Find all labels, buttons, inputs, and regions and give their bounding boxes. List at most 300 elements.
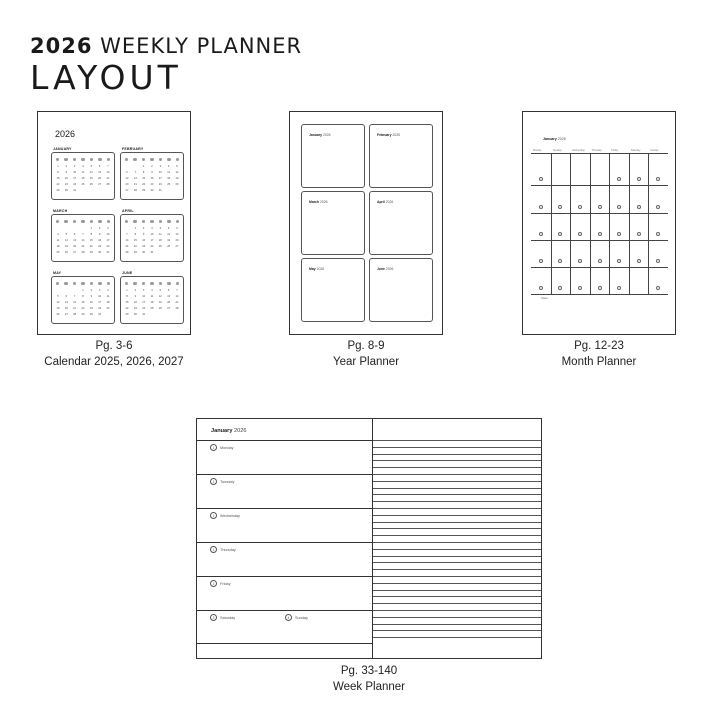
calendar-day-cell: 26 (175, 183, 179, 186)
week-planner-day-divider (197, 576, 372, 577)
calendar-week-row (56, 251, 110, 255)
week-planner-date-circle: 3 (210, 614, 217, 621)
calendar-day-cell: 12 (167, 233, 171, 236)
calendar-day-cell: 30 (142, 251, 146, 254)
week-planner-note-line (373, 562, 542, 563)
calendar-week-row (56, 177, 110, 181)
week-planner-note-line (373, 556, 542, 557)
weekday-dot (167, 158, 170, 161)
calendar-day-cell: 23 (98, 245, 102, 248)
calendar-day-cell (150, 257, 154, 261)
calendar-day-cell: 27 (98, 183, 102, 186)
calendar-day-cell: 16 (150, 177, 154, 180)
year-planner-month-box (301, 191, 365, 255)
month-planner-day-circle (656, 177, 660, 181)
calendar-day-cell: 30 (64, 189, 68, 192)
weekday-dot (150, 282, 153, 285)
calendar-day-cell (175, 319, 179, 323)
header-title: WEEKLY PLANNER (100, 34, 303, 58)
calendar-day-cell: 21 (106, 177, 110, 180)
year-planner-month-year: 2026 (385, 267, 394, 271)
calendar-day-cell: 31 (98, 313, 102, 316)
year-planner-month-name: January (309, 133, 323, 137)
week-planner-note-line (373, 583, 542, 584)
calendar-day-cell (142, 319, 146, 323)
calendar-week-row (125, 295, 179, 299)
calendar-day-cell: 10 (142, 295, 146, 298)
calendar-day-cell: 17 (98, 301, 102, 304)
calendar-week-row (56, 301, 110, 305)
calendar-day-cell: 11 (167, 171, 170, 174)
calendar-day-cell: 30 (98, 251, 102, 254)
calendar-day-cell (158, 257, 162, 261)
calendar-day-cell: 14 (81, 239, 85, 242)
calendar-day-cell (158, 319, 162, 323)
month-planner-weekday: Monday (533, 149, 542, 152)
calendar-day-cell: 7 (73, 295, 76, 298)
calendar-day-cell: 28 (106, 183, 110, 186)
calendar-day-cell: 8 (57, 171, 59, 174)
calendar-day-cell: 31 (142, 313, 146, 316)
calendar-day-cell: 21 (133, 183, 137, 186)
calendar-day-cell: 17 (142, 301, 146, 304)
month-planner-weekday: Friday (611, 149, 618, 152)
calendar-day-cell: 18 (106, 301, 110, 304)
calendar-day-cell (56, 319, 60, 323)
month-planner-title-month: January (543, 137, 557, 141)
calendar-day-cell: 18 (158, 239, 162, 242)
calendar-week-row (56, 189, 110, 193)
weekday-dot (81, 158, 84, 161)
calendar-month-box (120, 214, 184, 262)
calendar-day-cell (73, 289, 77, 293)
week-planner-date-circle: 1 (210, 478, 217, 485)
weekday-dot (142, 158, 145, 161)
calendar-month-label: MAY (53, 271, 62, 275)
calendar-week-row (125, 251, 179, 255)
calendar-day-cell: 12 (56, 301, 60, 304)
calendar-day-cell: 19 (167, 239, 171, 242)
calendar-day-cell: 5 (159, 289, 162, 292)
calendar-day-cell: 18 (167, 177, 171, 180)
calendar-day-cell: 14 (175, 295, 179, 298)
month-planner-col-line (609, 153, 610, 294)
year-planner-month-name: February (377, 133, 392, 137)
calendar-day-cell: 1 (57, 165, 59, 168)
week-planner-page-preview (196, 418, 542, 659)
calendar-day-cell: 9 (65, 171, 68, 174)
calendar-day-cell (167, 313, 171, 317)
calendar-day-cell: 1 (142, 165, 145, 168)
weekday-dot (73, 282, 76, 285)
month-planner-title (543, 137, 566, 141)
month-planner-day-circle (656, 286, 660, 290)
week-planner-note-line (373, 488, 542, 489)
calendar-day-cell: 24 (158, 183, 162, 186)
calendar-day-cell: 27 (73, 251, 77, 254)
calendar-day-cell: 12 (158, 295, 162, 298)
calendar-day-cell (175, 257, 179, 261)
calendar-caption-desc: Calendar 2025, 2026, 2027 (44, 356, 184, 368)
calendar-day-cell: 2 (142, 227, 145, 230)
week-caption-pages: Pg. 33-140 (340, 665, 398, 677)
calendar-day-cell: 27 (175, 245, 179, 248)
calendar-day-cell: 24 (106, 245, 110, 248)
calendar-day-cell: 8 (90, 233, 93, 236)
calendar-day-cell (64, 319, 68, 323)
calendar-day-cell: 12 (89, 171, 93, 174)
weekday-dot (107, 158, 110, 161)
calendar-week-row (125, 257, 179, 261)
month-planner-day-circle (617, 205, 621, 209)
month-planner-day-circle (617, 259, 621, 263)
year-planner-month-label (309, 200, 328, 204)
month-planner-day-circle (637, 177, 641, 181)
year-planner-month-label (377, 133, 400, 137)
calendar-day-cell: 9 (134, 295, 137, 298)
calendar-week-row (125, 171, 179, 175)
calendar-day-cell (133, 319, 137, 323)
calendar-week-row (125, 189, 179, 193)
week-planner-date-circle: 2 (210, 580, 217, 587)
calendar-day-cell: 25 (150, 307, 154, 310)
week-planner-day-divider (197, 440, 372, 441)
calendar-week-row (56, 295, 110, 299)
calendar-day-cell: 22 (89, 245, 93, 248)
weekday-dot (150, 220, 153, 223)
week-planner-note-line (373, 590, 542, 591)
header-subtitle: LAYOUT (30, 58, 182, 97)
year-planner-month-year: 2026 (319, 200, 328, 204)
calendar-week-row (56, 289, 110, 293)
calendar-day-cell (98, 189, 102, 193)
calendar-day-cell: 4 (82, 165, 84, 168)
weekday-dot (64, 282, 67, 285)
calendar-day-cell (167, 257, 171, 261)
week-planner-note-line (373, 603, 542, 604)
month-planner-day-circle (578, 259, 582, 263)
month-planner-row-line (531, 294, 668, 295)
month-planner-weekday: Thursday (591, 149, 602, 152)
month-planner-day-circle (539, 286, 543, 290)
calendar-weekday-row (125, 220, 179, 224)
calendar-day-cell (73, 227, 77, 231)
year-planner-page-preview (289, 111, 443, 335)
year-planner-month-box (369, 124, 433, 188)
month-planner-page-preview (522, 111, 676, 335)
weekday-dot (133, 158, 136, 161)
week-planner-day-label: Tuesday (220, 479, 235, 484)
calendar-month-label: APRIL (122, 209, 134, 213)
calendar-week-row (56, 313, 110, 317)
month-planner-weekday: Wednesday (572, 149, 585, 152)
calendar-year: 2026 (55, 129, 76, 139)
year-planner-month-box (301, 258, 365, 322)
calendar-day-cell: 23 (133, 307, 137, 310)
calendar-day-cell: 22 (133, 245, 137, 248)
calendar-day-cell: 2 (98, 227, 101, 230)
calendar-day-cell: 3 (107, 227, 109, 230)
week-planner-note-line (373, 549, 542, 550)
week-planner-note-line (373, 440, 542, 441)
calendar-day-cell (175, 189, 179, 193)
month-planner-day-circle (578, 286, 582, 290)
week-planner-note-line (373, 624, 542, 625)
week-planner-date-circle: 4 (285, 614, 292, 621)
month-caption-desc: Month Planner (561, 356, 637, 368)
calendar-day-cell: 20 (167, 301, 171, 304)
weekday-dot (73, 158, 76, 161)
calendar-week-row (125, 177, 179, 181)
calendar-day-cell (81, 319, 85, 323)
weekday-dot (98, 158, 101, 161)
year-planner-month-box (369, 258, 433, 322)
calendar-day-cell (81, 227, 85, 231)
calendar-day-cell: 2 (65, 165, 68, 168)
month-planner-weekday: Saturday (630, 149, 641, 152)
weekday-dot (142, 220, 145, 223)
month-caption-pages: Pg. 12-23 (574, 340, 624, 352)
week-planner-note-line (373, 481, 542, 482)
calendar-week-row (56, 227, 110, 231)
calendar-day-cell (158, 195, 162, 199)
month-planner-day-circle (617, 286, 621, 290)
calendar-day-cell (142, 257, 146, 261)
calendar-day-cell: 14 (125, 239, 129, 242)
calendar-day-cell: 21 (73, 307, 77, 310)
month-planner-day-circle (637, 259, 641, 263)
weekday-dot (133, 282, 136, 285)
calendar-weekday-row (125, 282, 179, 286)
week-planner-note-line (373, 569, 542, 570)
month-planner-title-year: 2026 (557, 137, 566, 141)
month-planner-day-circle (558, 259, 562, 263)
calendar-day-cell: 13 (125, 177, 129, 180)
calendar-day-cell: 10 (106, 233, 110, 236)
calendar-day-cell (56, 257, 60, 261)
calendar-day-cell: 28 (125, 251, 129, 254)
week-planner-day-label: Thursday (220, 547, 236, 552)
month-planner-day-circle (539, 205, 543, 209)
calendar-day-cell: 8 (126, 295, 128, 298)
calendar-day-cell: 13 (98, 171, 102, 174)
weekday-dot (176, 220, 179, 223)
calendar-month-label: JANUARY (53, 147, 72, 151)
weekday-dot (90, 158, 93, 161)
calendar-day-cell: 3 (151, 227, 153, 230)
weekday-dot (150, 158, 153, 161)
month-planner-day-circle (617, 177, 621, 181)
calendar-month-box (120, 276, 184, 324)
calendar-week-row (125, 319, 179, 323)
week-planner-note-line (373, 637, 542, 638)
calendar-day-cell: 24 (150, 245, 154, 248)
calendar-day-cell: 30 (89, 313, 93, 316)
weekday-dot (81, 282, 84, 285)
month-planner-col-line (551, 153, 552, 294)
month-planner-day-circle (656, 259, 660, 263)
calendar-day-cell: 5 (167, 227, 170, 230)
calendar-month-box (51, 276, 115, 324)
week-planner-title (211, 428, 246, 434)
calendar-day-cell (167, 319, 171, 323)
calendar-day-cell: 30 (133, 313, 137, 316)
calendar-day-cell: 29 (56, 189, 60, 192)
weekday-dot (167, 220, 170, 223)
weekday-dot (125, 158, 128, 161)
calendar-day-cell: 10 (98, 295, 102, 298)
calendar-day-cell (89, 257, 93, 261)
weekday-dot (125, 282, 128, 285)
calendar-day-cell: 10 (158, 171, 162, 174)
calendar-day-cell: 9 (98, 233, 101, 236)
weekday-dot (176, 158, 179, 161)
calendar-week-row (125, 245, 179, 249)
week-planner-day-label: Sunday (295, 615, 308, 620)
week-planner-note-line (373, 596, 542, 597)
week-planner-note-line (373, 515, 542, 516)
calendar-day-cell: 21 (125, 245, 129, 248)
calendar-day-cell (106, 319, 110, 323)
weekday-dot (56, 220, 59, 223)
calendar-day-cell (106, 195, 110, 199)
calendar-month-label: FEBRUARY (122, 147, 144, 151)
weekday-dot (159, 220, 162, 223)
calendar-day-cell: 22 (56, 183, 60, 186)
week-planner-note-line (373, 528, 542, 529)
calendar-day-cell: 16 (98, 239, 102, 242)
month-planner-day-circle (656, 205, 660, 209)
week-planner-note-line (373, 460, 542, 461)
calendar-day-cell: 6 (73, 233, 76, 236)
calendar-week-row (125, 301, 179, 305)
month-planner-day-circle (656, 232, 660, 236)
week-planner-note-line (373, 535, 542, 536)
calendar-day-cell: 7 (82, 233, 84, 236)
weekday-dot (159, 282, 162, 285)
calendar-day-cell (125, 227, 129, 231)
calendar-week-row (125, 313, 179, 317)
week-planner-note-line (373, 447, 542, 448)
calendar-month-box (51, 152, 115, 200)
month-planner-weekday: Sunday (650, 149, 659, 152)
calendar-day-cell: 1 (126, 289, 128, 292)
calendar-day-cell: 24 (142, 307, 146, 310)
calendar-day-cell: 7 (134, 171, 137, 174)
calendar-day-cell: 16 (142, 239, 146, 242)
calendar-day-cell (81, 195, 85, 199)
calendar-day-cell: 7 (126, 233, 128, 236)
calendar-day-cell (56, 227, 60, 231)
calendar-day-cell: 25 (56, 251, 60, 254)
calendar-week-row (125, 183, 179, 187)
calendar-day-cell (73, 195, 77, 199)
week-planner-note-line (373, 610, 542, 611)
calendar-page-preview (37, 111, 191, 335)
weekday-dot (90, 282, 93, 285)
calendar-day-cell: 19 (89, 177, 93, 180)
calendar-day-cell (150, 195, 154, 199)
calendar-month-box (51, 214, 115, 262)
calendar-day-cell: 15 (125, 301, 129, 304)
calendar-day-cell (106, 313, 110, 317)
month-planner-col-line (570, 153, 571, 294)
calendar-day-cell: 27 (64, 313, 68, 316)
calendar-day-cell: 23 (89, 307, 93, 310)
calendar-day-cell: 5 (90, 165, 93, 168)
calendar-day-cell: 31 (73, 189, 77, 192)
weekday-dot (107, 220, 110, 223)
calendar-day-cell: 9 (151, 171, 153, 174)
calendar-day-cell: 2 (134, 289, 137, 292)
calendar-day-cell: 23 (150, 183, 154, 186)
year-planner-month-label (309, 133, 331, 137)
calendar-day-cell (142, 195, 146, 199)
weekday-dot (56, 158, 59, 161)
calendar-day-cell: 29 (142, 189, 146, 192)
calendar-week-row (125, 233, 179, 237)
year-planner-month-label (377, 200, 393, 204)
calendar-day-cell: 28 (73, 313, 77, 316)
calendar-day-cell: 3 (98, 289, 101, 292)
calendar-day-cell (73, 257, 77, 261)
week-caption-desc: Week Planner (332, 681, 406, 693)
calendar-day-cell: 3 (159, 165, 162, 168)
month-planner-day-circle (578, 205, 582, 209)
calendar-day-cell (73, 319, 77, 323)
calendar-day-cell: 23 (64, 183, 68, 186)
calendar-day-cell: 4 (151, 289, 153, 292)
calendar-day-cell: 3 (142, 289, 145, 292)
month-planner-day-circle (617, 232, 621, 236)
calendar-day-cell: 25 (106, 307, 110, 310)
week-planner-note-line (373, 474, 542, 475)
month-planner-day-circle (539, 259, 543, 263)
calendar-day-cell: 13 (175, 233, 179, 236)
calendar-day-cell: 5 (65, 233, 68, 236)
calendar-day-cell: 26 (56, 313, 60, 316)
month-planner-col-line (629, 153, 630, 294)
calendar-day-cell (106, 189, 110, 193)
calendar-day-cell: 29 (89, 251, 93, 254)
calendar-day-cell: 6 (65, 295, 68, 298)
week-planner-day-divider (197, 643, 372, 644)
week-planner-day-label: Friday (220, 581, 231, 586)
calendar-day-cell: 28 (175, 307, 179, 310)
calendar-day-cell (158, 313, 162, 317)
calendar-week-row (56, 171, 110, 175)
calendar-day-cell: 6 (98, 165, 101, 168)
calendar-day-cell: 8 (82, 295, 84, 298)
calendar-day-cell (167, 251, 171, 255)
week-planner-note-line (373, 522, 542, 523)
weekday-dot (125, 220, 128, 223)
calendar-day-cell: 2 (90, 289, 93, 292)
calendar-day-cell (133, 165, 137, 169)
calendar-day-cell: 24 (73, 183, 77, 186)
month-planner-notes-label: Notes (541, 297, 548, 300)
calendar-weekday-row (56, 282, 110, 286)
year-planner-month-year: 2026 (385, 200, 394, 204)
calendar-weekday-row (125, 158, 179, 162)
calendar-day-cell: 10 (73, 171, 77, 174)
calendar-day-cell: 26 (89, 183, 93, 186)
calendar-week-row (56, 165, 110, 169)
calendar-week-row (125, 195, 179, 199)
calendar-day-cell (175, 313, 179, 317)
calendar-day-cell: 25 (158, 245, 162, 248)
calendar-day-cell (175, 251, 179, 255)
